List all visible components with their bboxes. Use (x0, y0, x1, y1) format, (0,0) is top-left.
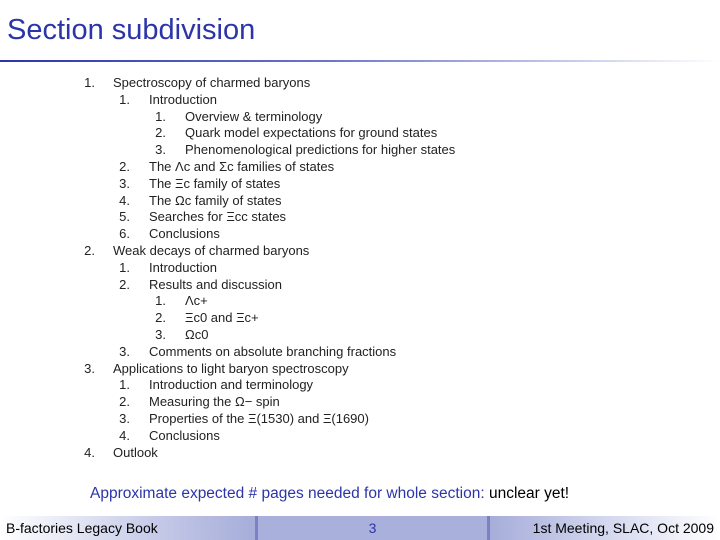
outline-item-text: Quark model expectations for ground states (185, 125, 438, 141)
outline-item-number: 1. (155, 108, 166, 124)
outline-item (0, 242, 720, 259)
outline-item-text: Introduction (149, 91, 217, 107)
footer-book-title: B-factories Legacy Book (0, 516, 255, 540)
pages-estimate-value: unclear yet! (488, 485, 570, 502)
outline-item (0, 360, 720, 377)
outline-item-number: 4. (119, 192, 130, 208)
outline-item (0, 326, 720, 343)
outline-item-text: Ωc0 (185, 327, 209, 342)
outline-item-text: Conclusions (149, 226, 220, 242)
outline-item-text: Introduction and terminology (149, 377, 314, 393)
outline-item (0, 91, 720, 108)
pages-estimate (90, 485, 569, 503)
outline-item-number: 2. (155, 125, 166, 141)
outline-item (0, 158, 720, 175)
outline-item-number: 3. (119, 411, 130, 426)
outline-item-number: 1. (119, 259, 130, 275)
outline-item-text: The Ξc family of states (149, 175, 281, 191)
outline-item-number: 4. (84, 444, 95, 460)
outline-item-number: 6. (119, 226, 130, 242)
outline-item-text: Ξc0 and Ξc+ (185, 310, 259, 326)
outline-item-number: 3. (155, 327, 166, 342)
outline-item (0, 74, 720, 91)
outline-item-number: 1. (119, 91, 130, 107)
outline-item-number: 3. (119, 343, 130, 359)
outline-item-text: Conclusions (149, 427, 220, 443)
outline-item-text: Weak decays of charmed baryons (113, 243, 310, 258)
outline-item-number: 1. (119, 377, 130, 393)
outline-item (0, 292, 720, 309)
outline-item-text: Outlook (113, 444, 158, 460)
outline-item-text: Overview & terminology (185, 108, 323, 124)
outline-item-text: Introduction (149, 259, 217, 275)
pages-estimate-label: Approximate expected # pages needed for whole section: (90, 485, 489, 502)
outline-item (0, 427, 720, 444)
outline-item-number: 3. (119, 175, 130, 191)
outline-item (0, 175, 720, 192)
outline-item (0, 276, 720, 293)
outline-item (0, 208, 720, 225)
outline-item-number: 2. (84, 243, 95, 258)
title-underline (0, 60, 720, 62)
outline-item-text: Spectroscopy of charmed baryons (113, 75, 311, 90)
outline-item-number: 2. (155, 310, 166, 326)
outline-item-text: Phenomenological predictions for higher states (185, 142, 456, 158)
outline-item (0, 108, 720, 125)
outline-item-text: Comments on absolute branching fractions (149, 343, 397, 359)
outline-item (0, 259, 720, 276)
outline-item-number: 2. (119, 394, 130, 410)
outline-item (0, 393, 720, 410)
footer-meeting-info: 1st Meeting, SLAC, Oct 2009 (490, 516, 720, 540)
outline-item-text: Measuring the Ω− spin (149, 394, 280, 410)
outline-item-text: The Λc and Σc families of states (149, 159, 335, 174)
outline-item-number: 1. (84, 75, 95, 90)
outline-item (0, 192, 720, 209)
outline-item-number: 2. (119, 276, 130, 292)
outline-item (0, 410, 720, 427)
footer-page-number: 3 (255, 516, 490, 540)
outline-item-number: 5. (119, 209, 130, 225)
outline-item-number: 4. (119, 427, 130, 443)
outline-item (0, 376, 720, 393)
outline-item (0, 225, 720, 242)
outline-item-text: Searches for Ξcc states (149, 209, 287, 225)
outline-item-text: Results and discussion (149, 276, 282, 292)
outline-item-text: The Ωc family of states (149, 192, 282, 208)
outline-item-number: 1. (155, 293, 166, 309)
outline-item (0, 444, 720, 461)
outline-item-number: 3. (155, 142, 166, 158)
outline-item (0, 343, 720, 360)
outline-item-text: Properties of the Ξ(1530) and Ξ(1690) (149, 411, 369, 426)
slide-footer (0, 516, 720, 540)
outline-item (0, 141, 720, 158)
outline-item (0, 309, 720, 326)
outline-item-text: Λc+ (185, 293, 208, 309)
outline-item-text: Applications to light baryon spectroscopy (113, 360, 349, 376)
outline-item-number: 2. (119, 159, 130, 174)
outline-item-number: 3. (84, 360, 95, 376)
slide-title: Section subdivision (7, 14, 256, 46)
outline-item (0, 124, 720, 141)
